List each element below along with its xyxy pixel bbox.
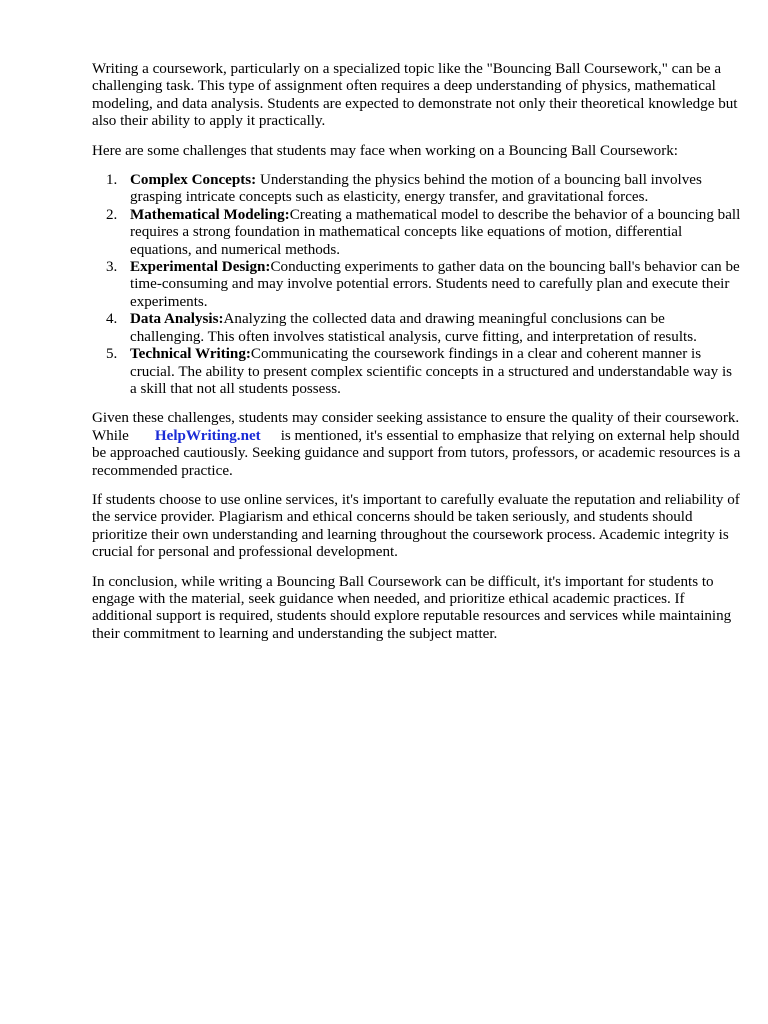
challenge-item-technical-writing xyxy=(92,346,742,398)
list-number: 3. xyxy=(106,259,118,276)
challenge-term: Experimental Design: xyxy=(130,259,271,276)
helpwriting-link[interactable]: HelpWriting.net xyxy=(154,427,261,444)
challenge-item-data-analysis xyxy=(92,311,742,346)
assistance-text-before: Given these challenges, students may consider seeking assistance to ensure the quality of their coursework. While xyxy=(92,410,740,444)
challenge-item-complex-concepts xyxy=(92,172,742,207)
challenge-term: Data Analysis: xyxy=(130,311,224,328)
assistance-paragraph xyxy=(92,410,742,480)
challenge-text: Conducting experiments to gather data on the bouncing ball's behavior can be time-consuming and may involve potential errors. Students need to carefully plan and execute their experiments. xyxy=(130,259,740,310)
challenge-text: Understanding the physics behind the motion of a bouncing ball involves grasping intricate concepts such as elasticity, energy transfer, and gravitational forces. xyxy=(130,172,702,206)
list-number: 4. xyxy=(106,311,118,328)
assistance-text-after: is mentioned, it's essential to emphasize that relying on external help should be approached cautiously. Seeking guidance and support from tutors, professors, or academic resources is a recommended practice. xyxy=(92,427,741,479)
list-number: 5. xyxy=(106,346,118,363)
challenge-text: Creating a mathematical model to describe the behavior of a bouncing ball requires a strong foundation in mathematical concepts like equations of motion, differential equations, and numerical methods. xyxy=(130,206,741,258)
challenges-intro-paragraph: Here are some challenges that students may face when working on a Bouncing Ball Coursework: xyxy=(92,142,678,159)
list-number: 2. xyxy=(106,206,118,223)
intro-paragraph: Writing a coursework, particularly on a specialized topic like the "Bouncing Ball Coursework," can be a challenging task. This type of assignment often requires a deep understanding of physics, mathematical modeling, and data analysis. Students are expected to demonstrate not only their theoretical knowledge but also their ability to apply it practically. xyxy=(92,61,738,130)
conclusion-paragraph: In conclusion, while writing a Bouncing Ball Coursework can be difficult, it's important for students to engage with the material, seek guidance when needed, and prioritize ethical academic practices. If additional support is required, students should explore reputable resources and services while maintaining their commitment to learning and understanding the subject matter. xyxy=(92,573,732,642)
challenge-text: Analyzing the collected data and drawing meaningful conclusions can be challenging. This often involves statistical analysis, curve fitting, and interpretation of results. xyxy=(130,311,697,345)
challenges-list xyxy=(92,172,742,398)
challenge-item-experimental-design xyxy=(92,259,742,311)
challenge-text: Communicating the coursework findings in a clear and coherent manner is crucial. The ability to present complex scientific concepts in a structured and understandable way is a skill that not all students possess. xyxy=(130,346,733,397)
challenge-item-mathematical-modeling xyxy=(92,207,742,259)
list-number: 1. xyxy=(106,172,118,189)
challenge-term: Mathematical Modeling: xyxy=(130,206,290,223)
challenge-term: Technical Writing: xyxy=(130,346,251,363)
challenge-term: Complex Concepts: xyxy=(130,172,257,189)
online-services-paragraph: If students choose to use online services, it's important to carefully evaluate the reputation and reliability of the service provider. Plagiarism and ethical concerns should be taken seriously, and students should prioritize their own understanding and learning throughout the coursework process. Academic integrity is crucial for personal and professional development. xyxy=(92,491,740,561)
document-page xyxy=(92,61,742,655)
